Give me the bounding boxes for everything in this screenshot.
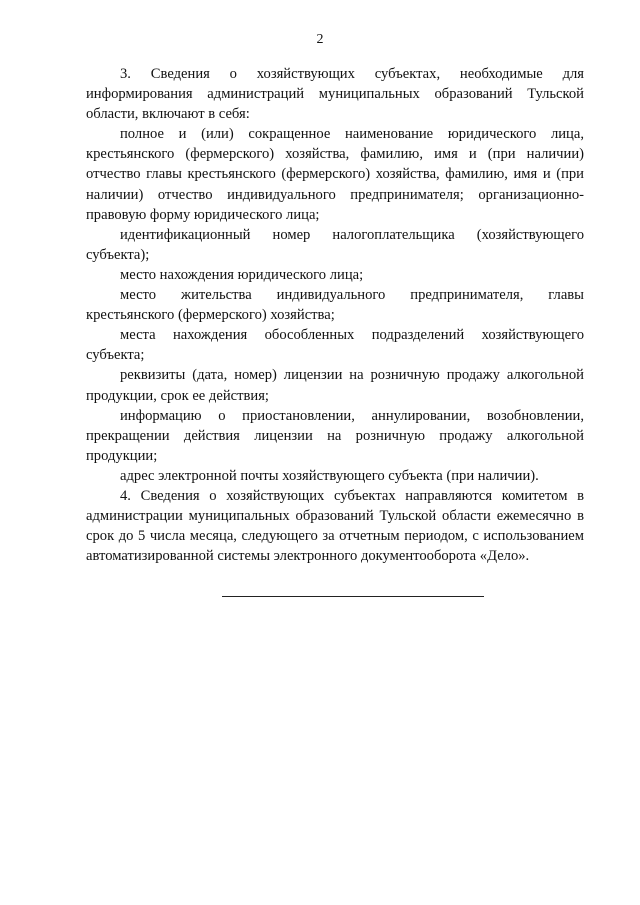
paragraph-section-4: 4. Сведения о хозяйствующих субъектах направляются комитетом в администрации муниципальных образований Тульской области ежемесячно в срок до 5 числа месяца, следующего за отчетным периодом, с использованием автоматизированной системы электронного документооборота «Дело». [86, 487, 584, 565]
paragraph-email: адрес электронной почты хозяйствующего субъекта (при наличии). [120, 467, 539, 484]
paragraph-license-details: реквизиты (дата, номер) лицензии на розничную продажу алкогольной продукции, срок ее действия; [86, 367, 584, 404]
document-end-rule [222, 596, 484, 597]
document-body [86, 64, 584, 566]
paragraph-inn: идентификационный номер налогоплательщика (хозяйствующего субъекта); [86, 226, 584, 263]
paragraph-branches: места нахождения обособленных подразделений хозяйствующего субъекта; [86, 327, 584, 364]
paragraph-section-3-intro: 3. Сведения о хозяйствующих субъектах, необходимые для информирования администраций муниципальных образований Тульской области, включают в себя: [86, 66, 584, 123]
page-number: 2 [316, 32, 324, 47]
paragraph-entity-name: полное и (или) сокращенное наименование юридического лица, крестьянского (фермерского) хозяйства, фамилию, имя и (при наличии) отчество главы крестьянского (фермерского) хозяйства, фамилию, имя и (при наличии) отчество индивидуального предпринимателя; организационно-правовую форму юридического лица; [86, 126, 584, 223]
paragraph-license-status: информацию о приостановлении, аннулировании, возобновлении, прекращении действия лицензии на розничную продажу алкогольной продукции; [86, 407, 584, 464]
paragraph-legal-address: место нахождения юридического лица; [120, 266, 364, 283]
paragraph-residence: место жительства индивидуального предпринимателя, главы крестьянского (фермерского) хозяйства; [86, 287, 584, 324]
